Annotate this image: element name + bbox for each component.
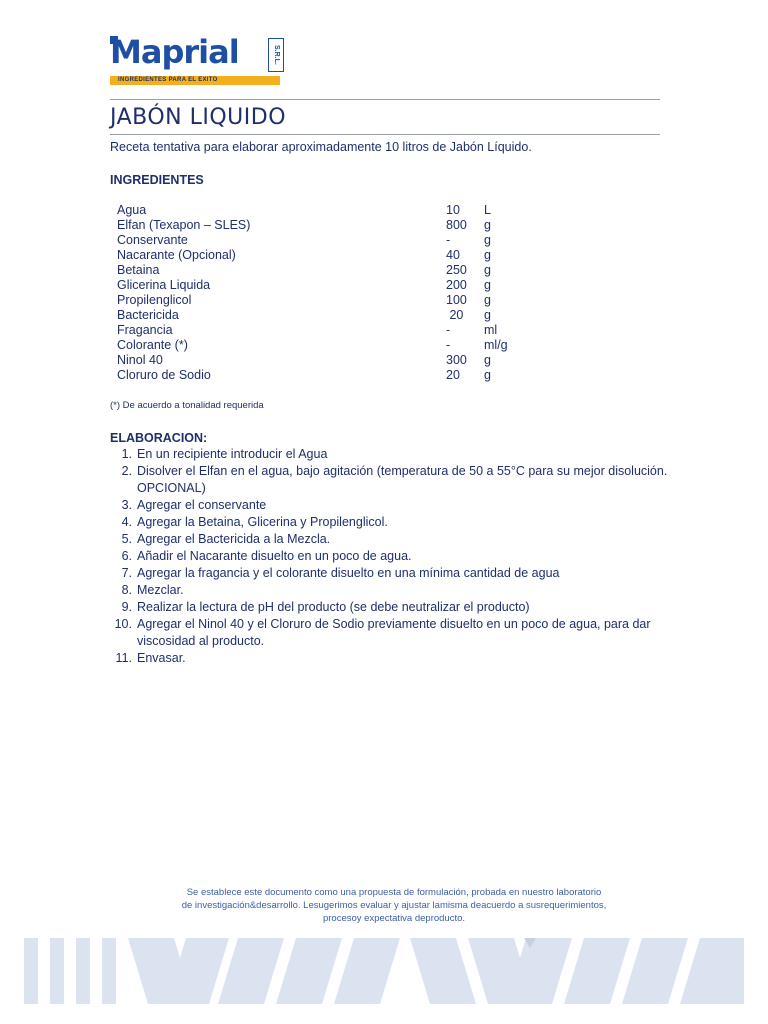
ingredient-row <box>117 308 508 323</box>
ingredient-unit: g <box>484 368 491 382</box>
ingredient-unit: ml <box>484 323 498 337</box>
ingredient-unit: g <box>484 218 491 232</box>
step-number: 2. <box>121 464 132 478</box>
logo-tagline: INGREDIENTES PARA EL EXITO <box>110 76 280 85</box>
step-item <box>110 599 670 616</box>
ingredient-unit: g <box>484 293 491 307</box>
step-number: 7. <box>121 566 132 580</box>
ingredient-row <box>117 368 508 383</box>
ingredients-heading: INGREDIENTES <box>110 173 204 187</box>
footer-line: procesoy expectativa deproducto. <box>322 913 466 924</box>
ingredients-table <box>117 203 508 383</box>
ingredient-unit: g <box>484 263 491 277</box>
step-number: 6. <box>121 549 132 563</box>
step-item <box>110 446 670 463</box>
logo-srl-badge: S.R.L. <box>268 38 284 72</box>
ingredient-qty: 20 <box>446 308 464 322</box>
ingredient-unit: g <box>484 248 491 262</box>
step-number: 4. <box>121 515 132 529</box>
ingredient-unit: g <box>484 278 491 292</box>
step-number: 3. <box>121 498 132 512</box>
step-text: Agregar la Betaina, Glicerina y Propilenglicol. <box>137 515 388 529</box>
title-rule <box>110 134 660 135</box>
ingredient-name: Ninol 40 <box>117 353 163 367</box>
step-text: Agregar el conservante <box>137 498 267 512</box>
ingredient-row <box>117 278 508 293</box>
step-text: En un recipiente introducir el Agua <box>137 447 328 461</box>
ingredient-qty: 300 <box>446 353 467 367</box>
ingredient-row <box>117 353 508 368</box>
ingredient-row <box>117 203 508 218</box>
ingredient-qty: 20 <box>446 368 460 382</box>
step-item <box>110 531 670 548</box>
footer-disclaimer <box>120 886 668 925</box>
ingredient-unit: g <box>484 233 491 247</box>
ingredient-qty: 800 <box>446 218 467 232</box>
step-number: 5. <box>121 532 132 546</box>
step-item <box>110 582 670 599</box>
ingredient-qty: - <box>446 323 451 337</box>
ingredient-qty: 250 <box>446 263 467 277</box>
ingredient-qty: 100 <box>446 293 467 307</box>
ingredient-row <box>117 323 508 338</box>
intro-text: Receta tentativa para elaborar aproximadamente 10 litros de Jabón Líquido. <box>110 140 532 154</box>
ingredient-name: Cloruro de Sodio <box>117 368 211 382</box>
step-item <box>110 650 670 667</box>
ingredient-name: Conservante <box>117 233 188 247</box>
ingredient-unit: ml/g <box>484 338 508 352</box>
step-number: 9. <box>121 600 132 614</box>
ingredient-row <box>117 263 508 278</box>
step-text: Agregar el Ninol 40 y el Cloruro de Sodio previamente disuelto en un poco de agua, para dar viscosidad al producto. <box>137 617 651 648</box>
ingredient-name: Bactericida <box>117 308 179 322</box>
step-number: 8. <box>121 583 132 597</box>
step-item <box>110 463 670 497</box>
ingredient-row <box>117 218 508 233</box>
ingredient-name: Agua <box>117 203 147 217</box>
step-item <box>110 565 670 582</box>
step-item <box>110 548 670 565</box>
step-text: Realizar la lectura de pH del producto (se debe neutralizar el producto) <box>137 600 530 614</box>
step-text: Agregar la fragancia y el colorante disuelto en una mínima cantidad de agua <box>137 566 560 580</box>
ingredient-name: Propilenglicol <box>117 293 192 307</box>
elaboration-steps <box>110 446 670 667</box>
top-rule <box>110 99 660 100</box>
step-item <box>110 497 670 514</box>
ingredient-unit: g <box>484 308 491 322</box>
ingredient-unit: g <box>484 353 491 367</box>
colorant-note: (*) De acuerdo a tonalidad requerida <box>110 400 264 411</box>
ingredient-name: Nacarante (Opcional) <box>117 248 236 262</box>
ingredient-row <box>117 338 508 353</box>
footer-line: de investigación&desarrollo. Lesugerimos evaluar y ajustar lamisma deacuerdo a susrequerimientos, <box>181 900 607 911</box>
step-text: Añadir el Nacarante disuelto en un poco de agua. <box>137 549 412 563</box>
step-number: 11. <box>115 651 132 665</box>
ingredient-row <box>117 293 508 308</box>
step-item <box>110 616 670 650</box>
step-number: 10. <box>114 617 132 631</box>
ingredient-qty: 10 <box>446 203 460 217</box>
ingredient-qty: - <box>446 233 451 247</box>
footer-stripes-decoration <box>24 938 744 1004</box>
step-number: 1. <box>121 447 132 461</box>
maprial-logo <box>110 34 282 86</box>
step-text: Agregar el Bactericida a la Mezcla. <box>137 532 331 546</box>
step-item <box>110 514 670 531</box>
step-text: Disolver el Elfan en el agua, bajo agitación (temperatura de 50 a 55°C para su mejor disolución. OPCIONAL) <box>137 464 668 495</box>
ingredient-qty: - <box>446 338 451 352</box>
footer-line: Se establece este documento como una propuesta de formulación, probada en nuestro laboratorio <box>186 887 602 898</box>
ingredient-row <box>117 233 508 248</box>
ingredient-name: Betaina <box>117 263 160 277</box>
ingredient-name: Colorante (*) <box>117 338 188 352</box>
ingredient-row <box>117 248 508 263</box>
step-text: Mezclar. <box>137 583 184 597</box>
ingredient-name: Elfan (Texapon – SLES) <box>117 218 251 232</box>
elaboracion-heading: ELABORACION: <box>110 431 208 445</box>
document-title: JABÓN LIQUIDO <box>110 105 287 130</box>
ingredient-name: Glicerina Liquida <box>117 278 211 292</box>
step-text: Envasar. <box>137 651 186 665</box>
ingredient-name: Fragancia <box>117 323 173 337</box>
ingredient-unit: L <box>484 203 491 217</box>
ingredient-qty: 200 <box>446 278 467 292</box>
logo-wordmark: Maprial <box>110 33 239 71</box>
ingredient-qty: 40 <box>446 248 460 262</box>
